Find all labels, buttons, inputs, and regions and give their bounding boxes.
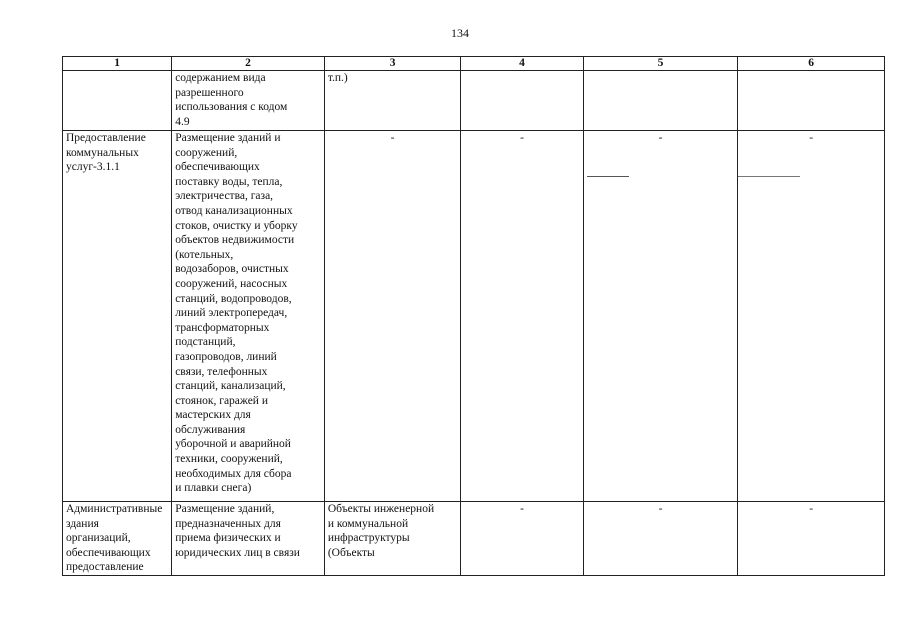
row-2-col-2: Размещение зданий и сооружений, обеспечивающих поставку воды, тепла, электричества, газа, отвод канализационных стоков, очистку и уборку объектов недвижимости (котельных, водозаборов, очистных сооружений, насосных станций, водопроводов, линий электропередач, трансформаторных подстанций, газопроводов, линий связи, телефонных станций, канализаций, стоянок, гаражей и мастерских для обслуживания уборочной и аварийной техники, сооружений, необходимых для сбора и плавки снега) [172, 131, 325, 502]
row-3-col-3: Объекты инженерной и коммунальной инфраструктуры (Объекты [324, 502, 460, 576]
header-row [63, 57, 885, 71]
header-col-6: 6 [738, 57, 885, 71]
scan-artifact [587, 176, 629, 177]
header-col-5: 5 [583, 57, 738, 71]
row-2-col-4: - [461, 131, 583, 502]
row-1-col-1 [63, 71, 172, 131]
header-col-3: 3 [324, 57, 460, 71]
table-row [63, 502, 885, 576]
table-row [63, 131, 885, 502]
row-2-col-1: Предоставление коммунальных услуг-3.1.1 [63, 131, 172, 502]
row-3-col-5: - [583, 502, 738, 576]
row-3-col-4: - [461, 502, 583, 576]
zoning-table [62, 56, 885, 576]
header-col-1: 1 [63, 57, 172, 71]
header-col-4: 4 [461, 57, 583, 71]
scan-artifact [738, 176, 800, 177]
page-number: 134 [451, 26, 469, 40]
row-3-col-2: Размещение зданий, предназначенных для приема физических и юридических лиц в связи [172, 502, 325, 576]
row-2-col-3: - [324, 131, 460, 502]
row-2-col-5: - [583, 131, 738, 502]
row-1-col-3: т.п.) [324, 71, 460, 131]
row-1-col-2: содержанием вида разрешенного использования с кодом 4.9 [172, 71, 325, 131]
row-1-col-6 [738, 71, 885, 131]
table-row [63, 71, 885, 131]
row-3-col-6: - [738, 502, 885, 576]
row-3-col-1: Административные здания организаций, обеспечивающих предоставление [63, 502, 172, 576]
row-2-col-6: - [738, 131, 885, 502]
header-col-2: 2 [172, 57, 325, 71]
row-1-col-4 [461, 71, 583, 131]
row-1-col-5 [583, 71, 738, 131]
